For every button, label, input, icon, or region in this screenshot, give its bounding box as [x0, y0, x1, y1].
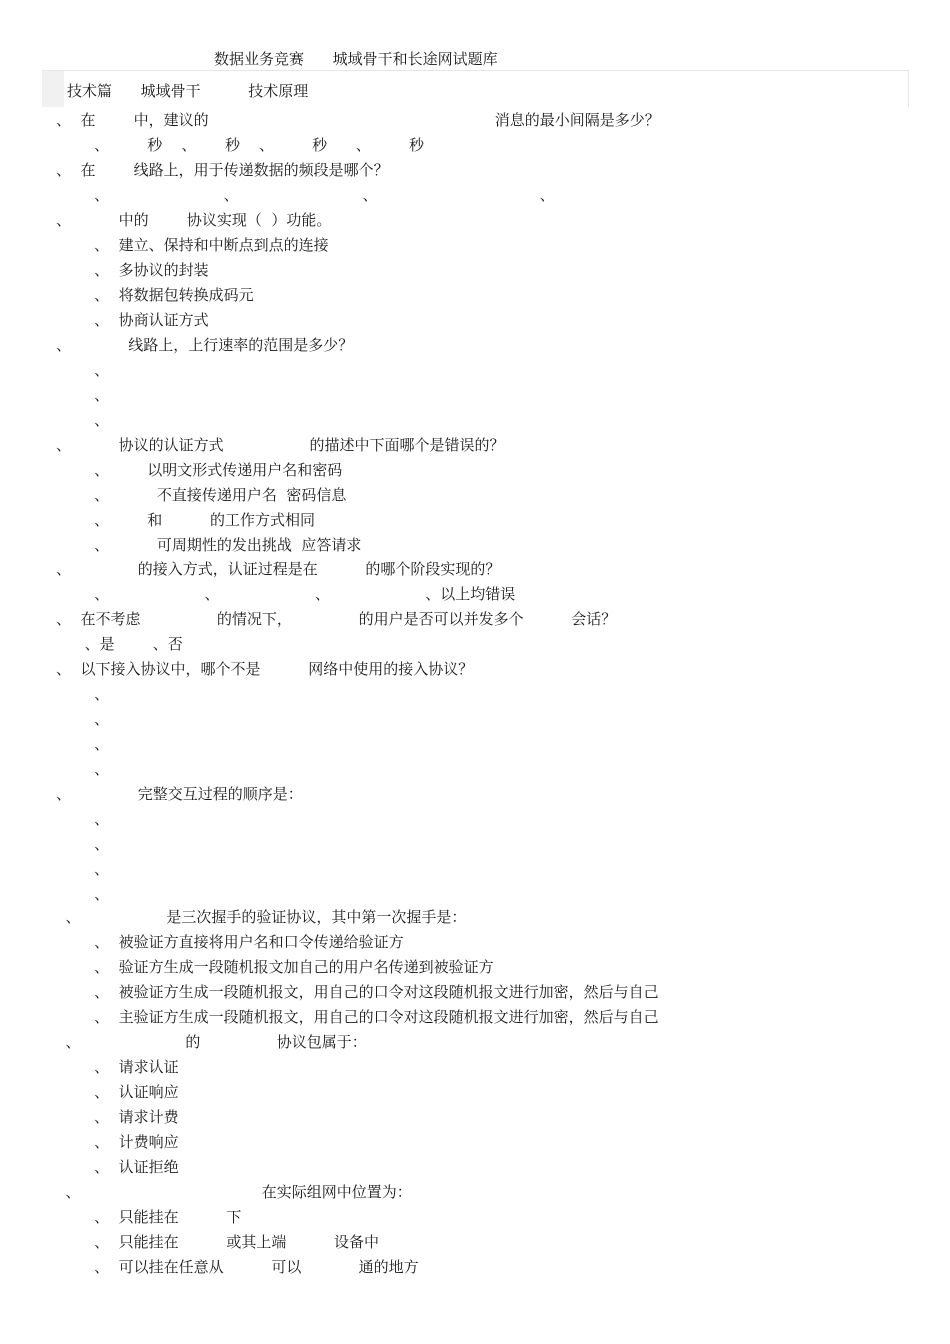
text-line: 、 以下接入协议中，哪个不是 网络中使用的接入协议？ — [56, 660, 474, 678]
text-line: 、 — [56, 386, 110, 404]
text-line: 、 协商认证方式 — [56, 311, 209, 329]
text-line: 、 认证拒绝 — [56, 1158, 179, 1176]
text-line: 、 不直接传递用户名 密码信息 — [56, 486, 347, 504]
text-line: 、 在实际组网中位置为： — [56, 1183, 412, 1201]
text-line: 、 — [56, 735, 110, 753]
text-line: 、 — [56, 685, 110, 703]
text-line: 、 、 、 、以上均错误 — [56, 585, 516, 603]
text-line: 、 多协议的封装 — [56, 261, 209, 279]
text-line: 、 完整交互过程的顺序是： — [56, 785, 303, 803]
text-line: 、 — [56, 810, 110, 828]
text-line: 、 — [56, 411, 110, 429]
text-line: 、 的 协议包属于： — [56, 1033, 367, 1051]
text-line: 、 — [56, 710, 110, 728]
text-line: 、 主验证方生成一段随机报文，用自己的口令对这段随机报文进行加密，然后与自己 — [56, 1008, 659, 1026]
document-title: 数据业务竞赛 城域骨干和长途网试题库 — [214, 50, 498, 68]
text-line: 、 — [56, 860, 110, 878]
text-line: 、 — [56, 361, 110, 379]
text-line: 、 只能挂在 下 — [56, 1208, 242, 1226]
text-line: 、 以明文形式传递用户名和密码 — [56, 461, 343, 479]
text-line: 、 线路上，上行速率的范围是多少？ — [56, 336, 354, 354]
text-line: 、 将数据包转换成码元 — [56, 286, 254, 304]
header-gutter — [42, 71, 64, 107]
text-line: 、是 、否 — [56, 635, 183, 653]
text-line: 、 中的 协议实现（ ）功能。 — [56, 211, 332, 229]
text-line: 、 — [56, 835, 110, 853]
text-line: 、 在 中，建议的 消息的最小间隔是多少？ — [56, 111, 660, 129]
text-line: 、 、 、 、 — [56, 186, 555, 204]
text-line: 、 和 的工作方式相同 — [56, 511, 315, 529]
text-line: 、 被验证方生成一段随机报文，用自己的口令对这段随机报文进行加密，然后与自己 — [56, 983, 659, 1001]
text-line: 、 在 线路上，用于传递数据的频段是哪个？ — [56, 161, 389, 179]
text-line: 、 秒 、 秒 、 秒 、 秒 — [56, 136, 424, 154]
text-line: 、 可以挂在任意从 可以 通的地方 — [56, 1258, 419, 1276]
text-line: 、 在不考虑 的情况下， 的用户是否可以并发多个 会话？ — [56, 610, 617, 628]
text-line: 、 — [56, 885, 110, 903]
text-line: 、 — [56, 760, 110, 778]
text-line: 、 被验证方直接将用户名和口令传递给验证方 — [56, 933, 404, 951]
text-line: 、 计费响应 — [56, 1133, 179, 1151]
text-line: 、 可周期性的发出挑战 应答请求 — [56, 536, 362, 554]
text-line: 、 请求计费 — [56, 1108, 179, 1126]
section-header: 技术篇 城域骨干 技术原理 — [67, 82, 309, 100]
text-line: 、 认证响应 — [56, 1083, 179, 1101]
text-line: 、 验证方生成一段随机报文加自己的用户名传递到被验证方 — [56, 958, 494, 976]
text-line: 、 协议的认证方式 的描述中下面哪个是错误的？ — [56, 436, 505, 454]
text-line: 、 只能挂在 或其上端 设备中 — [56, 1233, 380, 1251]
text-line: 、 建立、保持和中断点到点的连接 — [56, 236, 329, 254]
text-line: 、 的接入方式，认证过程是在 的哪个阶段实现的？ — [56, 560, 501, 578]
text-line: 、 是三次握手的验证协议，其中第一次握手是： — [56, 908, 467, 926]
text-line: 、 请求认证 — [56, 1058, 179, 1076]
